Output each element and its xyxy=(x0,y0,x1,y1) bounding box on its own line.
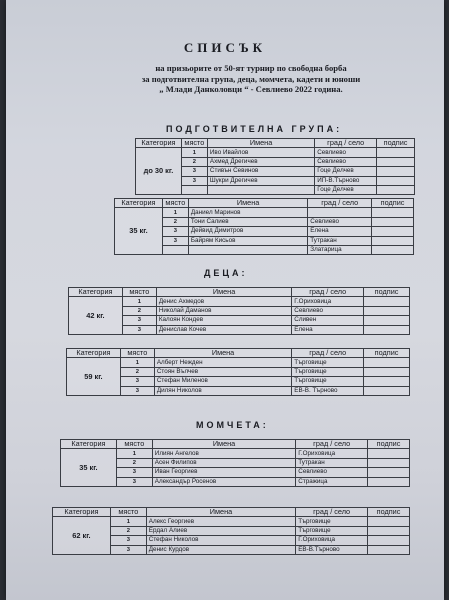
town-cell: Севлиево xyxy=(315,157,377,166)
table-row xyxy=(53,517,410,526)
section-title: ДЕЦА: xyxy=(204,268,248,278)
name-cell: Николай Даманов xyxy=(156,306,291,315)
column-header-place: място xyxy=(122,288,156,297)
header-line: за подготвителна група, деца, момчета, кадети и юноши xyxy=(141,73,361,84)
table-header-row xyxy=(136,139,415,148)
document-title: СПИСЪК xyxy=(183,40,267,55)
column-header-town: град / село xyxy=(296,508,368,517)
place-cell: 3 xyxy=(181,167,207,176)
table-header-row xyxy=(53,508,410,517)
signature-cell xyxy=(368,468,410,477)
signature-cell xyxy=(364,358,410,367)
signature-cell xyxy=(364,377,410,386)
signature-cell xyxy=(364,316,410,325)
column-header-category: Категория xyxy=(53,508,111,517)
place-cell: 3 xyxy=(110,536,146,545)
name-cell: Стефан Миленов xyxy=(154,377,291,386)
table-row xyxy=(61,449,410,458)
weight-category: 59 кг. xyxy=(67,358,121,396)
town-cell: Търговище xyxy=(296,517,368,526)
town-cell: Търговище xyxy=(292,377,364,386)
place-cell xyxy=(162,245,188,254)
signature-cell xyxy=(372,245,414,254)
name-cell: Илиян Ангелов xyxy=(152,449,295,458)
table-header-row xyxy=(69,288,410,297)
name-cell: Денислав Кочев xyxy=(156,325,291,334)
place-cell xyxy=(181,185,207,194)
column-header-names: Имена xyxy=(207,139,314,148)
place-cell: 2 xyxy=(181,157,207,166)
name-cell xyxy=(188,245,307,254)
table-row xyxy=(136,148,415,157)
town-cell: Гоце Делчев xyxy=(315,167,377,176)
column-header-category: Категория xyxy=(61,440,117,449)
signature-cell xyxy=(372,208,414,217)
results-table xyxy=(52,507,410,555)
place-cell: 3 xyxy=(122,316,156,325)
signature-cell xyxy=(377,167,415,176)
place-cell: 1 xyxy=(116,449,152,458)
column-header-category: Категория xyxy=(115,199,163,208)
weight-category: до 30 кг. xyxy=(136,148,182,195)
column-header-signature: подпис xyxy=(377,139,415,148)
signature-cell xyxy=(368,536,410,545)
place-cell: 2 xyxy=(116,458,152,467)
column-header-town: град / село xyxy=(292,349,364,358)
town-cell: Севлиево xyxy=(296,468,368,477)
place-cell: 1 xyxy=(181,148,207,157)
town-cell: Елена xyxy=(292,325,364,334)
column-header-signature: подпис xyxy=(368,508,410,517)
signature-cell xyxy=(364,297,410,306)
signature-cell xyxy=(377,185,415,194)
town-cell: Г.Ориховица xyxy=(296,449,368,458)
column-header-signature: подпис xyxy=(372,199,414,208)
name-cell: Байрям Кисьов xyxy=(188,236,307,245)
place-cell: 1 xyxy=(122,297,156,306)
place-cell: 1 xyxy=(162,208,188,217)
column-header-category: Категория xyxy=(67,349,121,358)
section-title: ПОДГОТВИТЕЛНА ГРУПА: xyxy=(166,124,343,134)
name-cell: Шукри Дрегичев xyxy=(207,176,314,185)
name-cell: Тони Салиев xyxy=(188,217,307,226)
table-row xyxy=(115,208,414,217)
name-cell: Иван Георгиев xyxy=(152,468,295,477)
weight-category: 35 кг. xyxy=(115,208,163,255)
place-cell: 3 xyxy=(116,477,152,486)
column-header-place: място xyxy=(162,199,188,208)
place-cell: 1 xyxy=(120,358,154,367)
town-cell: Севлиево xyxy=(292,306,364,315)
column-header-names: Имена xyxy=(146,508,295,517)
signature-cell xyxy=(372,227,414,236)
column-header-category: Категория xyxy=(69,288,123,297)
signature-cell xyxy=(368,526,410,535)
column-header-names: Имена xyxy=(156,288,291,297)
town-cell: Севлиево xyxy=(308,217,372,226)
place-cell: 2 xyxy=(162,217,188,226)
name-cell: Иво Ивайлов xyxy=(207,148,314,157)
signature-cell xyxy=(377,176,415,185)
town-cell: ЕВ-В.Търново xyxy=(296,545,368,554)
town-cell: Елена xyxy=(308,227,372,236)
signature-cell xyxy=(368,477,410,486)
name-cell: Асен Филипов xyxy=(152,458,295,467)
results-table xyxy=(135,138,415,195)
town-cell: ИП-В.Търново xyxy=(315,176,377,185)
place-cell: 3 xyxy=(181,176,207,185)
name-cell: Стефан Николов xyxy=(146,536,295,545)
town-cell: Г.Ориховица xyxy=(296,536,368,545)
name-cell: Стивън Севинов xyxy=(207,167,314,176)
town-cell: Търговище xyxy=(292,358,364,367)
weight-category: 35 кг. xyxy=(61,449,117,487)
name-cell: Калоян Кондев xyxy=(156,316,291,325)
signature-cell xyxy=(364,386,410,395)
name-cell: Алберт Нежден xyxy=(154,358,291,367)
place-cell: 3 xyxy=(122,325,156,334)
town-cell: Г.Ориховица xyxy=(292,297,364,306)
town-cell: Търговище xyxy=(292,367,364,376)
table-row xyxy=(67,358,410,367)
header-line: „ Млади Данколовци “ - Севлиево 2022 година. xyxy=(159,84,343,94)
column-header-town: град / село xyxy=(308,199,372,208)
place-cell: 2 xyxy=(110,526,146,535)
signature-cell xyxy=(364,367,410,376)
name-cell: Алекс Георгиев xyxy=(146,517,295,526)
place-cell: 2 xyxy=(122,306,156,315)
table-header-row xyxy=(61,440,410,449)
column-header-signature: подпис xyxy=(364,349,410,358)
town-cell xyxy=(308,208,372,217)
town-cell: Стражица xyxy=(296,477,368,486)
header-line: на призьорите от 50-ят турнир по свободна борба xyxy=(155,63,347,73)
signature-cell xyxy=(368,449,410,458)
weight-category: 42 кг. xyxy=(69,297,123,335)
town-cell: ЕВ-В. Търново xyxy=(292,386,364,395)
column-header-place: място xyxy=(120,349,154,358)
town-cell: Тутракан xyxy=(308,236,372,245)
column-header-town: град / село xyxy=(315,139,377,148)
signature-cell xyxy=(377,148,415,157)
column-header-names: Имена xyxy=(152,440,295,449)
column-header-signature: подпис xyxy=(364,288,410,297)
place-cell: 3 xyxy=(162,236,188,245)
town-cell: Търговище xyxy=(296,526,368,535)
name-cell: Дейвид Димитров xyxy=(188,227,307,236)
column-header-town: град / село xyxy=(292,288,364,297)
signature-cell xyxy=(377,157,415,166)
name-cell: Александър Росенов xyxy=(152,477,295,486)
town-cell: Златарица xyxy=(308,245,372,254)
table-header-row xyxy=(115,199,414,208)
signature-cell xyxy=(368,458,410,467)
place-cell: 3 xyxy=(120,377,154,386)
column-header-names: Имена xyxy=(188,199,307,208)
name-cell xyxy=(207,185,314,194)
name-cell: Денис Ахмедов xyxy=(156,297,291,306)
place-cell: 3 xyxy=(116,468,152,477)
column-header-signature: подпис xyxy=(368,440,410,449)
document-page xyxy=(6,0,444,600)
town-cell: Севлиево xyxy=(315,148,377,157)
table-header-row xyxy=(67,349,410,358)
town-cell: Гоце Делчев xyxy=(315,185,377,194)
column-header-place: място xyxy=(116,440,152,449)
name-cell: Дилян Николов xyxy=(154,386,291,395)
results-table xyxy=(66,348,410,396)
document-header xyxy=(116,63,386,95)
name-cell: Стоян Вълчев xyxy=(154,367,291,376)
column-header-names: Имена xyxy=(154,349,291,358)
results-table xyxy=(68,287,410,335)
name-cell: Даниел Маринов xyxy=(188,208,307,217)
place-cell: 3 xyxy=(162,227,188,236)
place-cell: 3 xyxy=(120,386,154,395)
signature-cell xyxy=(372,217,414,226)
column-header-place: място xyxy=(110,508,146,517)
place-cell: 3 xyxy=(110,545,146,554)
place-cell: 1 xyxy=(110,517,146,526)
place-cell: 2 xyxy=(120,367,154,376)
weight-category: 62 кг. xyxy=(53,517,111,555)
column-header-town: град / село xyxy=(296,440,368,449)
signature-cell xyxy=(372,236,414,245)
signature-cell xyxy=(368,545,410,554)
signature-cell xyxy=(364,325,410,334)
town-cell: Сливен xyxy=(292,316,364,325)
name-cell: Денис Курдов xyxy=(146,545,295,554)
column-header-place: място xyxy=(181,139,207,148)
town-cell: Тутракан xyxy=(296,458,368,467)
results-table xyxy=(60,439,410,487)
results-table xyxy=(114,198,414,255)
section-title: МОМЧЕТА: xyxy=(196,420,269,430)
column-header-category: Категория xyxy=(136,139,182,148)
signature-cell xyxy=(368,517,410,526)
name-cell: Ердал Алиев xyxy=(146,526,295,535)
name-cell: Ахмед Дрегичев xyxy=(207,157,314,166)
signature-cell xyxy=(364,306,410,315)
table-row xyxy=(69,297,410,306)
